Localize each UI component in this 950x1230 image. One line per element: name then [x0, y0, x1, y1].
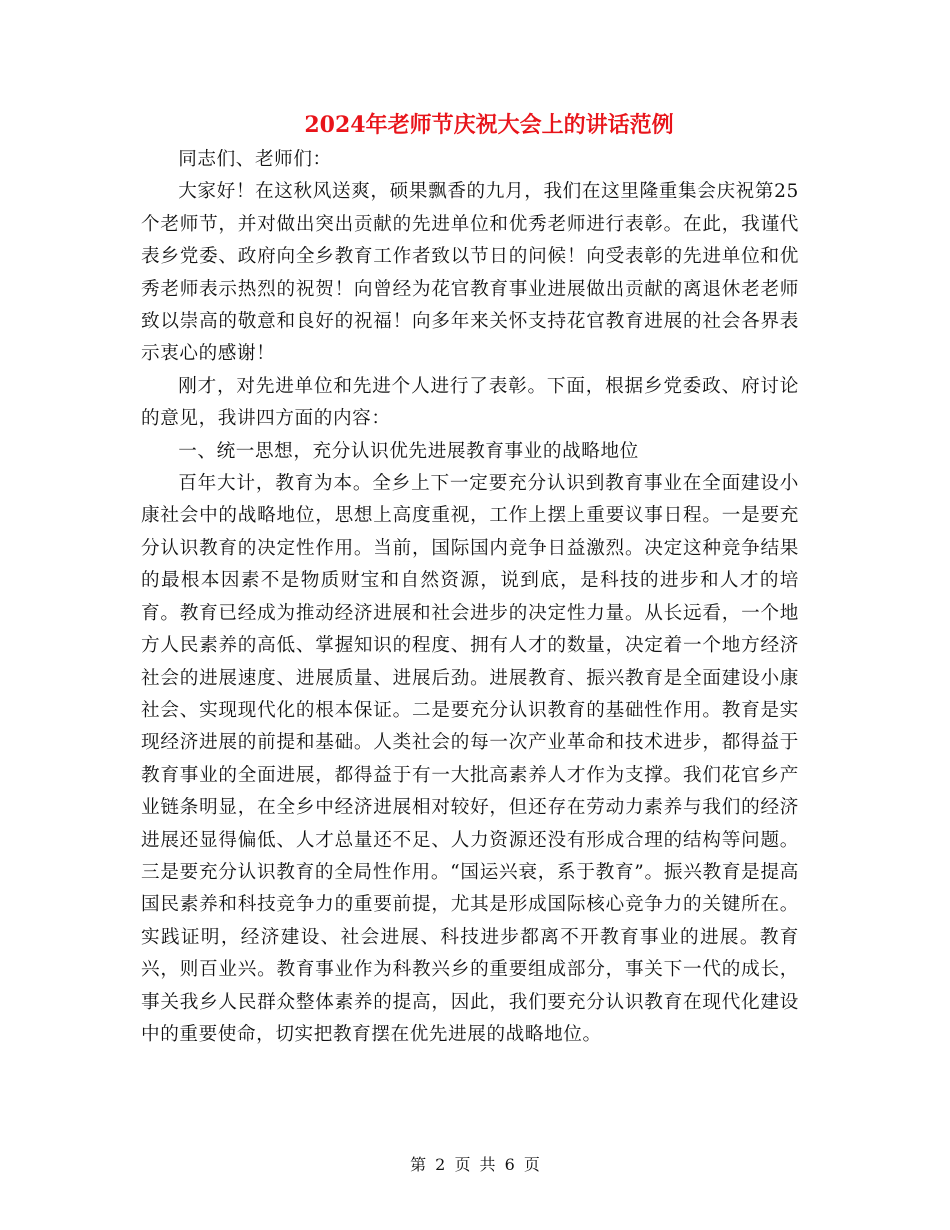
- salutation: 同志们、老师们：: [178, 149, 332, 170]
- section-heading-1: 一、统一思想，充分认识优先进展教育事业的战略地位: [178, 440, 639, 462]
- opening-paragraph: 大家好！在这秋风送爽，硕果飘香的九月，我们在这里隆重集会庆祝第25个老师节，并对做出突出贡献的先进单位和优秀老师进行表彰。在此，我谨代表乡党委、政府向全乡教育工作者致以节日的问候！向受表彰的先进单位和优秀老师表示热烈的祝贺！向曾经为花官教育事业进展做出贡献的离退休老老师致以崇高的敬意和良好的祝福！向多年来关怀支持花官教育进展的社会各界表示衷心的感谢！: [141, 181, 799, 365]
- section-1-paragraph: 百年大计，教育为本。全乡上下一定要充分认识到教育事业在全面建设小康社会中的战略地位，思想上高度重视，工作上摆上重要议事日程。一是要充分认识教育的决定性作用。当前，国际国内竞争日益激烈。决定这种竞争结果的最根本因素不是物质财宝和自然资源，说到底，是科技的进步和人才的培育。教育已经成为推动经济进展和社会进步的决定性力量。从长远看，一个地方人民素养的高低、掌握知识的程度、拥有人才的数量，决定着一个地方经济社会的进展速度、进展质量、进展后劲。进展教育、振兴教育是全面建设小康社会、实现现代化的根本保证。二是要充分认识教育的基础性作用。教育是实现经济进展的前提和基础。人类社会的每一次产业革命和技术进步，都得益于教育事业的全面进展，都得益于有一大批高素养人才作为支撑。我们花官乡产业链条明显，在全乡中经济进展相对较好，但还存在劳动力素养与我们的经济进展还显得偏低、人才总量还不足、人力资源还没有形成合理的结构等问题。三是要充分认识教育的全局性作用。“国运兴衰，系于教育”。振兴教育是提高国民素养和科技竞争力的重要前提，尤其是形成国际核心竞争力的关键所在。实践证明，经济建设、社会进展、科技进步都离不开教育事业的进展。教育兴，则百业兴。教育事业作为科教兴乡的重要组成部分，事关下一代的成长，事关我乡人民群众整体素养的提高，因此，我们要充分认识教育在现代化建设中的重要使命，切实把教育摆在优先进展的战略地位。: [141, 473, 799, 1045]
- intro-paragraph: 刚才，对先进单位和先进个人进行了表彰。下面，根据乡党委政、府讨论的意见，我讲四方面的内容：: [141, 375, 799, 430]
- document-body: [141, 144, 799, 1051]
- page-number-footer: 第 2 页 共 6 页: [410, 1155, 540, 1174]
- document-title: 2024年老师节庆祝大会上的讲话范例: [304, 112, 674, 138]
